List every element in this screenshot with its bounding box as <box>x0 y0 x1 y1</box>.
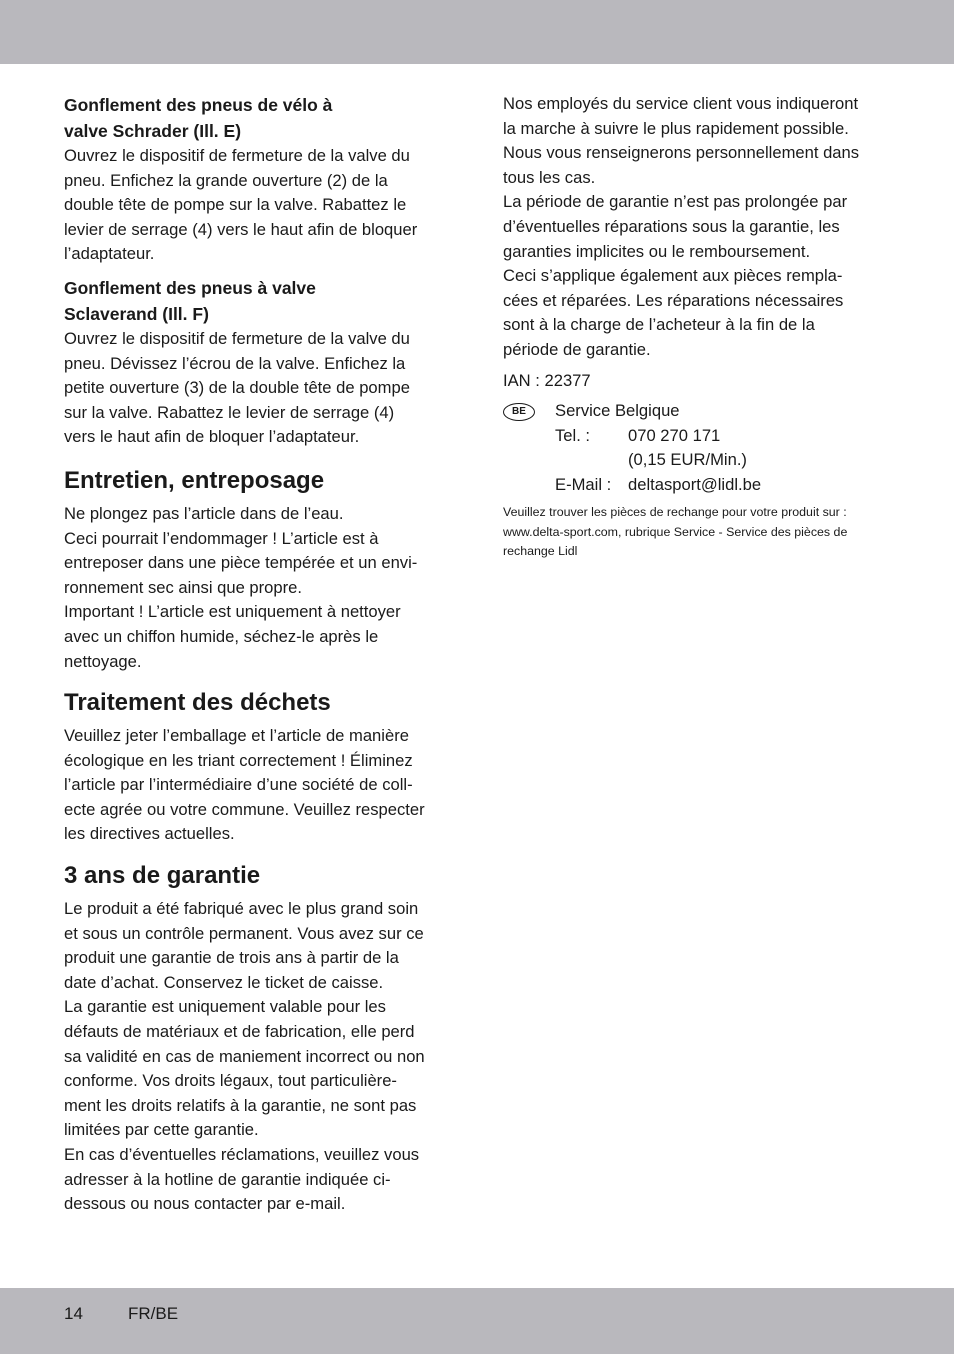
sclaverand-text: Ouvrez le dispositif de fermeture de la valve du pneu. Dévissez l’écrou de la valve. Enfichez la petite ouverture (3) de la double tête de pompe sur la valve. Rabattez le levier de serrage (4) vers le haut afin de bloquer l’adaptateur. <box>64 328 410 447</box>
email-value: deltasport@lidl.be <box>628 474 762 494</box>
entretien-text: Ne plongez pas l’article dans de l’eau. Ceci pourrait l’endommager ! L’article est à entreposer dans une pièce tempérée et un envi- ronnement sec ainsi que propre. Important ! L’article est uniquement à nettoyer avec un chiffon humide, séchez-le après le nettoyage. <box>64 503 418 671</box>
right-column <box>503 92 895 562</box>
dechets-heading: Traitement des déchets <box>64 689 331 717</box>
spare-parts-note: Veuillez trouver les pièces de rechange pour votre produit sur : www.delta-sport.com, rubrique Service - Service des pièces de rechange Lidl <box>503 505 848 559</box>
header-bar <box>0 0 954 64</box>
language-code: FR/BE <box>128 1304 179 1323</box>
garantie-continued-text: Nos employés du service client vous indiqueront la marche à suivre le plus rapidement possible. Nous vous renseignerons personnellement dans tous les cas. La période de garantie n’est pas prolongée par d’éventuelles réparations sous la garantie, les garanties implicites ou le remboursement. Ceci s’applique également aux pièces rempla- cées et réparées. Les réparations nécessaires sont à la charge de l’acheteur à la fin de la période de garantie. <box>503 94 860 359</box>
page-number: 14 <box>64 1304 83 1323</box>
left-column <box>64 92 456 1217</box>
schrader-text: Ouvrez le dispositif de fermeture de la valve du pneu. Enfichez la grande ouverture (2) de la double tête de pompe sur la valve. Rabattez le levier de serrage (4) vers le haut afin de bloquer l’adaptateur. <box>64 146 418 264</box>
schrader-heading: Gonflement des pneus de vélo à valve Schrader (Ill. E) <box>64 95 333 141</box>
service-title: Service Belgique <box>555 401 680 421</box>
entretien-heading: Entretien, entreposage <box>64 466 325 494</box>
tel-price: (0,15 EUR/Min.) <box>628 450 747 470</box>
garantie-heading: 3 ans de garantie <box>64 862 261 890</box>
tel-label: Tel. : <box>555 425 591 445</box>
sclaverand-heading: Gonflement des pneus à valve Sclaverand (Ill. F) <box>64 277 316 324</box>
service-contact <box>503 399 895 495</box>
belgium-badge-icon: BE <box>503 403 535 421</box>
dechets-text: Veuillez jeter l’emballage et l’article de manière écologique en les triant correctement ! Éliminez l’article par l’intermédiaire d’une société de coll- ecte agrée ou votre commune. Veuillez respecter les directives actuelles. <box>64 726 425 844</box>
garantie-text: Le produit a été fabriqué avec le plus grand soin et sous un contrôle permanent. Vous avez sur ce produit une garantie de trois ans à partir de la date d’achat. Conservez le ticket de caisse. La garantie est uniquement valable pour les défauts de matériaux et de fabrication, elle perd sa validité en cas de maniement incorrect ou non conforme. Vos droits légaux, tout particulière- ment les droits relatifs à la garantie, ne sont pas limitées par cette garantie. En cas d’éventuelles réclamations, veuillez vous adresser à la hotline de garantie indiquée ci- dessous ou nous contacter par e-mail. <box>64 899 425 1214</box>
tel-value: 070 270 171 <box>628 425 721 445</box>
email-label: E-Mail : <box>555 474 612 494</box>
ian-number: IAN : 22377 <box>503 370 591 390</box>
